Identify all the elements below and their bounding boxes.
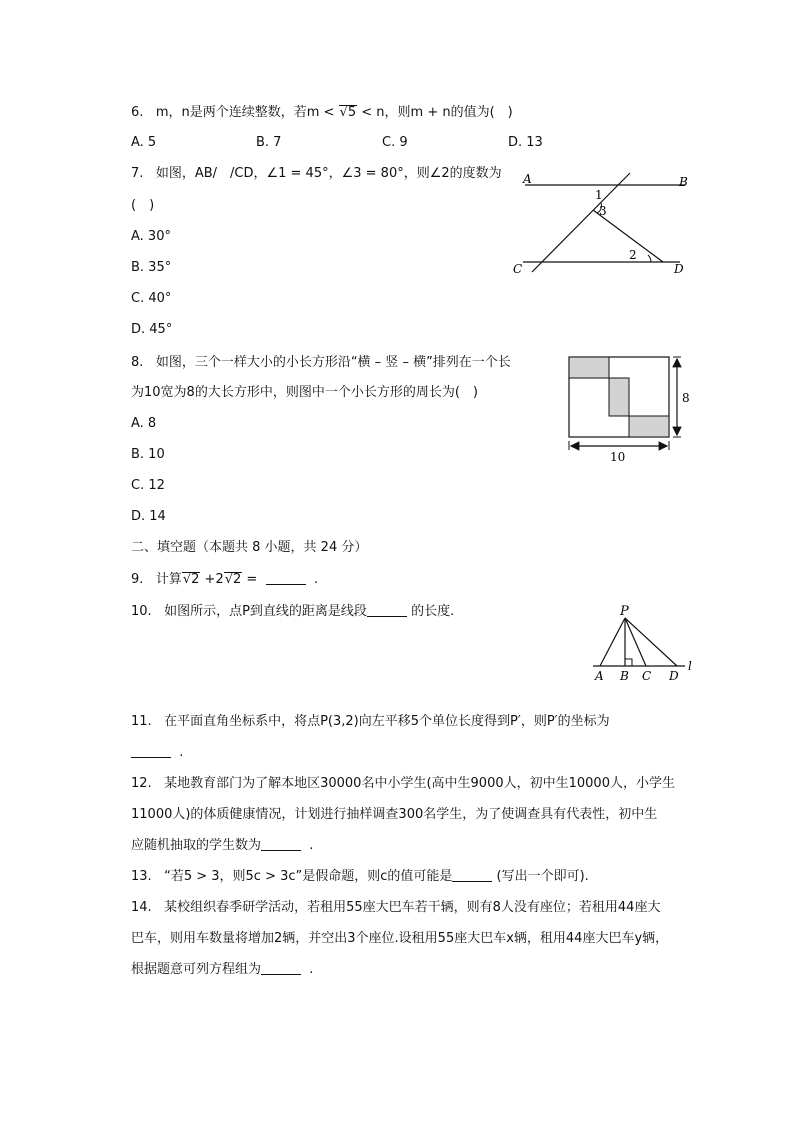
q8-width-label: 10 (610, 450, 626, 464)
q6-option-b[interactable]: B. 7 (256, 135, 282, 150)
q10-figure (585, 600, 705, 690)
q7-angle3-label: 3 (599, 204, 607, 218)
q10-text-post: 的长度. (406, 604, 455, 619)
q14-line1: 某校组织春季研学活动，若租用55座大巴车若干辆，则有8人没有座位；若租用44座大 (164, 900, 661, 915)
q9-text-pre: 计算 (155, 572, 182, 587)
q12-answer-blank[interactable] (261, 836, 301, 851)
q7-angle1-label: 1 (595, 188, 603, 202)
question-7 (131, 164, 502, 184)
q10-label-b: B (620, 669, 629, 683)
q7-angle2-arc (648, 255, 651, 262)
question-11 (131, 712, 610, 732)
q9-end: . (313, 572, 319, 587)
q7-label-b: B (679, 175, 688, 189)
q14-line3 (131, 960, 313, 980)
q8-number: 8. (131, 355, 144, 370)
q6-text-pre: m，n是两个连续整数，若m < (155, 105, 339, 120)
q9-radicand-2: 2 (233, 572, 242, 587)
q8-small-rectangle-1 (569, 357, 609, 378)
q8-height-label: 8 (682, 391, 690, 405)
q9-answer-blank[interactable] (266, 570, 306, 585)
q12-number: 12. (131, 776, 152, 791)
q11-answer-line (131, 743, 183, 763)
q14-line2: 巴车，则用车数量将增加2辆，并空出3个座位.设租用55座大巴车x辆，租用44座大巴车y辆， (131, 931, 669, 946)
q7-option-c[interactable]: C. 40° (131, 291, 172, 306)
question-14 (131, 898, 660, 918)
q9-radicand-1: 2 (191, 572, 200, 587)
q8-option-b[interactable]: B. 10 (131, 447, 165, 462)
q9-number: 9. (131, 572, 144, 587)
q10-segment-pd (625, 618, 677, 666)
q10-label-l: l (688, 659, 692, 673)
q7-label-c: C (513, 262, 523, 276)
q6-number: 6. (131, 105, 144, 120)
q7-text: 如图，AB/ /CD，∠1 = 45°，∠3 = 80°，则∠2的度数为 (155, 166, 502, 181)
q14-line3-text: 根据题意可列方程组为 (131, 962, 262, 977)
q13-text-post: (写出一个即可). (492, 869, 589, 884)
q6-text-post: < n，则m + n的值为( ) (357, 105, 513, 120)
q10-label-c: C (642, 669, 652, 683)
q10-label-d: D (669, 669, 679, 683)
question-10 (131, 602, 454, 622)
q6-option-c[interactable]: C. 9 (382, 135, 408, 150)
q11-text: 在平面直角坐标系中，将点P(3,2)向左平移5个单位长度得到P′，则P′的坐标为 (164, 714, 610, 729)
question-8 (131, 353, 511, 373)
q14-number: 14. (131, 900, 152, 915)
question-13 (131, 867, 589, 887)
q14-answer-blank[interactable] (261, 960, 301, 975)
q7-figure (505, 165, 705, 285)
q8-small-rectangle-3 (629, 416, 669, 437)
q7-option-a[interactable]: A. 30° (131, 229, 171, 244)
q13-text: “若5 > 3，则5c > 3c”是假命题，则c的值可能是 (164, 869, 453, 884)
q11-answer-blank[interactable] (131, 743, 171, 758)
q8-option-c[interactable]: C. 12 (131, 478, 165, 493)
q6-option-d[interactable]: D. 13 (508, 135, 543, 150)
q8-figure (560, 350, 700, 470)
q8-small-rectangle-2 (609, 378, 629, 416)
question-12 (131, 774, 675, 794)
q12-line3 (131, 836, 313, 856)
q13-number: 13. (131, 869, 152, 884)
q6-sqrt: √5 (339, 105, 357, 120)
q7-angle2-label: 2 (629, 248, 637, 262)
q12-line2: 11000人)的体质健康情况，计划进行抽样调查300名学生，为了使调查具有代表性，初中生 (131, 807, 658, 822)
q11-number: 11. (131, 714, 152, 729)
q7-text-line2: ( ) (131, 198, 155, 213)
q8-text-line2: 为10宽为8的大长方形中，则图中一个小长方形的周长为( ) (131, 385, 478, 400)
q10-answer-blank[interactable] (367, 602, 407, 617)
q7-label-d: D (674, 262, 684, 276)
q10-text: 如图所示，点P到直线的距离是线段 (164, 604, 367, 619)
question-6 (131, 103, 513, 123)
q14-end: . (309, 962, 314, 977)
q8-option-a[interactable]: A. 8 (131, 416, 157, 431)
q12-line1: 某地教育部门为了解本地区30000名中小学生(高中生9000人，初中生10000人，小学生 (164, 776, 675, 791)
q13-answer-blank[interactable] (452, 867, 492, 882)
question-9 (131, 570, 318, 590)
q12-end: . (309, 838, 314, 853)
q12-line3-text: 应随机抽取的学生数为 (131, 838, 262, 853)
q7-option-b[interactable]: B. 35° (131, 260, 172, 275)
q10-right-angle-mark (625, 659, 632, 666)
q10-number: 10. (131, 604, 152, 619)
q9-sqrt-1: √2 (182, 572, 200, 587)
q8-option-d[interactable]: D. 14 (131, 509, 166, 524)
q8-text: 如图，三个一样大小的小长方形沿“横 – 竖 – 横”排列在一个长 (155, 355, 511, 370)
q6-radicand: 5 (347, 105, 357, 120)
q9-text-mid: +2 (204, 572, 224, 587)
q7-option-d[interactable]: D. 45° (131, 322, 173, 337)
q7-number: 7. (131, 166, 144, 181)
q10-segment-pa (600, 618, 625, 666)
section-2-title: 二、填空题（本题共 8 小题，共 24 分） (131, 540, 368, 555)
q10-label-a: A (595, 669, 604, 683)
q7-transversal (532, 173, 630, 272)
q9-equals: = (242, 572, 262, 587)
q11-end: . (179, 745, 184, 760)
q10-label-p: P (620, 604, 629, 619)
q6-option-a[interactable]: A. 5 (131, 135, 157, 150)
q9-sqrt-2: √2 (224, 572, 242, 587)
q7-label-a: A (523, 172, 532, 186)
